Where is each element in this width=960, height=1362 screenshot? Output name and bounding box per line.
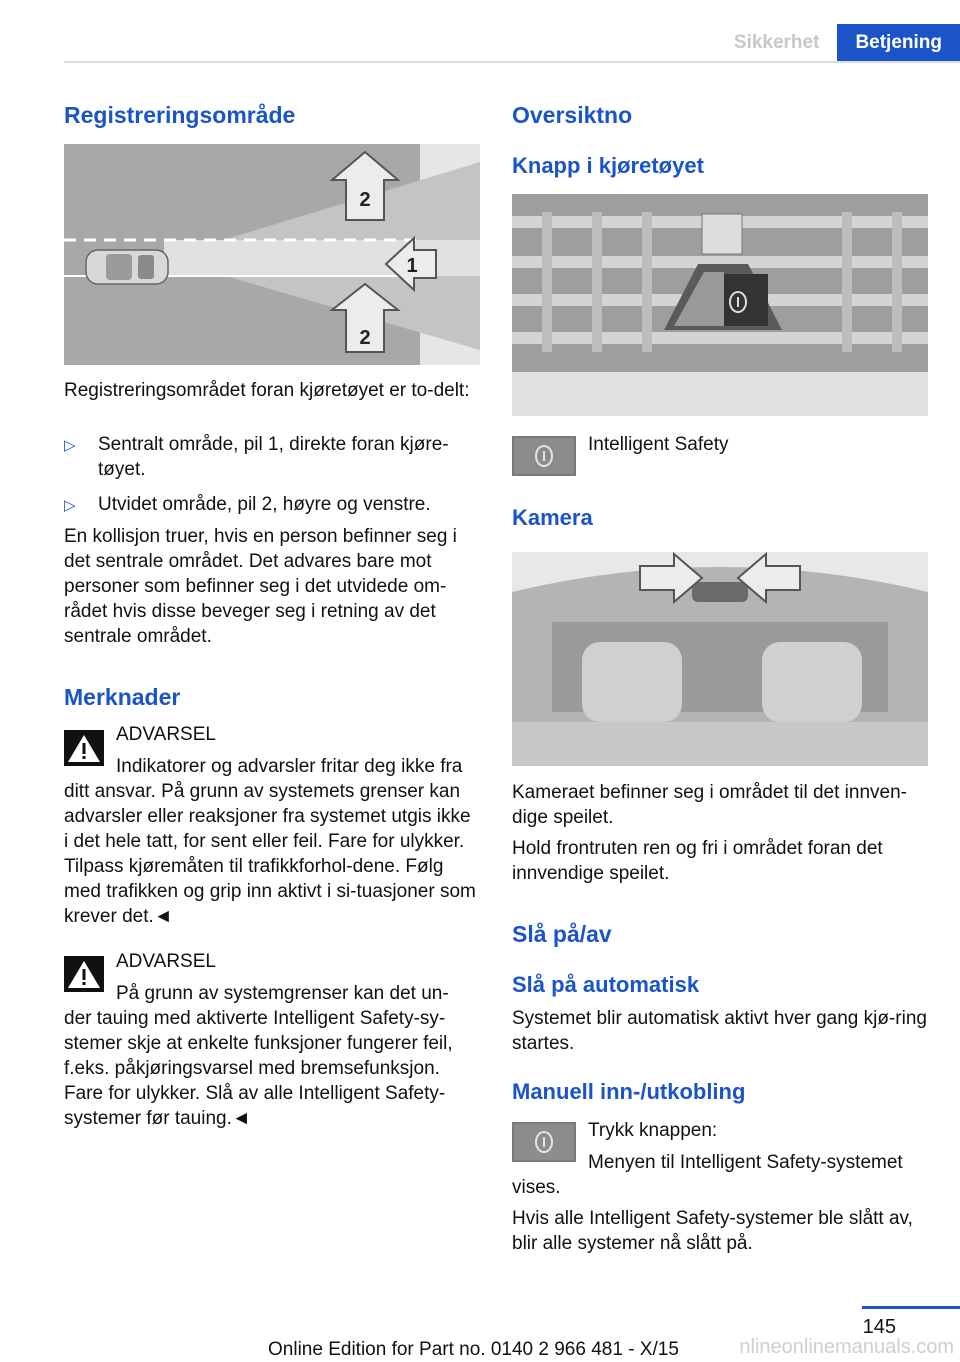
auto-text: Systemet blir automatisk aktivt hver gang kjø-ring startes. xyxy=(512,1008,927,1054)
figure-label-1: 1 xyxy=(406,255,418,277)
subsection-manuell: Manuell inn-/utkobling xyxy=(512,1079,746,1104)
warning-text: ditt ansvar. På grunn av systemets grenser kan advarsler eller reaksjoner fra systemet utgis ikke i det hele tatt, for sent eller feil. Fare for ulykker. Tilpass kjøremåten til trafikkforhol-dene. Følg med trafikken og grip inn aktivt i si-tuasjoner som krever det.◄ xyxy=(64,781,476,927)
bullet-item: Sentralt område, pil 1, direkte foran kjøre-tøyet. xyxy=(98,434,449,480)
warning-text-first: På grunn av systemgrenser kan det un- xyxy=(116,983,449,1004)
subsection-sla-pa-automatisk: Slå på automatisk xyxy=(512,972,700,997)
warning-title: ADVARSEL xyxy=(116,951,216,972)
edition-text: Online Edition for Part no. 0140 2 966 481 - X/15 xyxy=(268,1339,679,1360)
menu-text-first: Menyen til Intelligent Safety-systemet xyxy=(588,1152,903,1173)
camera-text-2: Hold frontruten ren og fri i området foran det innvendige speilet. xyxy=(512,838,883,884)
subsection-knapp: Knapp i kjøretøyet xyxy=(512,153,704,178)
watermark: nlineonlinemanuals.com xyxy=(739,1336,954,1358)
tab-betjening[interactable]: Betjening xyxy=(837,24,960,62)
section-tabs xyxy=(716,24,960,62)
section-title-oversikt: Oversiktno xyxy=(512,102,633,128)
button-caption: Intelligent Safety xyxy=(588,434,729,455)
warning-icon xyxy=(64,956,104,992)
warning-text-first: Indikatorer og advarsler fritar deg ikke fra xyxy=(116,756,463,777)
intelligent-safety-button-icon xyxy=(512,436,576,476)
button-location-figure xyxy=(512,194,928,416)
footer-accent-rule xyxy=(862,1306,960,1309)
bullet-item: Utvidet område, pil 2, høyre og venstre. xyxy=(98,494,431,515)
section-title-merknader: Merknader xyxy=(64,684,181,710)
page-number: 145 xyxy=(862,1316,896,1338)
detection-area-figure xyxy=(64,144,480,365)
figure-label-2-top: 2 xyxy=(359,189,371,211)
camera-location-figure xyxy=(512,552,928,766)
camera-text-1: Kameraet befinner seg i området til det innven-dige speilet. xyxy=(512,782,907,828)
press-button-text: Trykk knappen: xyxy=(588,1120,718,1141)
intelligent-safety-button-icon xyxy=(512,1122,576,1162)
menu-text-rest: vises. xyxy=(512,1177,561,1198)
subsection-kamera: Kamera xyxy=(512,505,593,530)
figure-label-2-bottom: 2 xyxy=(359,327,371,349)
tab-sikkerhet[interactable]: Sikkerhet xyxy=(733,32,820,53)
bullet-triangle-icon: ▷ xyxy=(64,437,76,454)
final-text: Hvis alle Intelligent Safety-systemer ble slått av, blir alle systemer nå slått på. xyxy=(512,1208,913,1254)
section-title-registreringsomrade: Registreringsområde xyxy=(64,102,296,128)
warning-text: der tauing med aktiverte Intelligent Safety-sy-stemer skje at enkelte funksjoner fungerer feil, f.eks. påkjøringsvarsel med bremsefunksjon. Fare for ulykker. Slå av alle Intelligent Safety-systemer før tauing.◄ xyxy=(64,1008,453,1129)
header-divider xyxy=(64,61,960,63)
warning-title: ADVARSEL xyxy=(116,724,216,745)
bullet-triangle-icon: ▷ xyxy=(64,497,76,514)
paragraph-collision: En kollisjon truer, hvis en person befinner seg i det sentrale området. Det advares bare mot personer som befinner seg i det utvidede om-rådet hvis disse beveger seg i retning av det sentrale området. xyxy=(64,526,457,647)
warning-icon xyxy=(64,730,104,766)
car-icon xyxy=(86,250,168,284)
section-title-sla-pa-av: Slå på/av xyxy=(512,921,612,947)
intro-text: Registreringsområdet foran kjøretøyet er to-delt: xyxy=(64,380,470,401)
